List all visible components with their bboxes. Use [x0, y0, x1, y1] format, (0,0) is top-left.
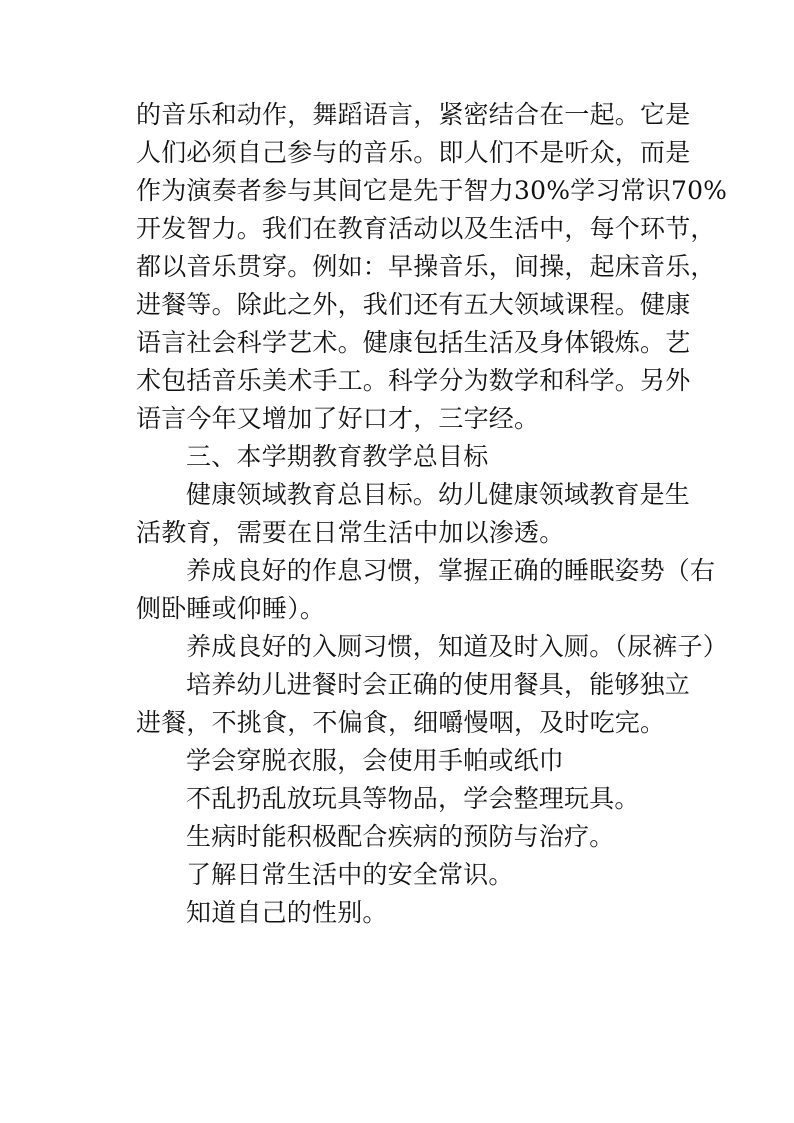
paragraph-first-line: 学会穿脱衣服，会使用手帕或纸巾 [186, 746, 565, 775]
text-line: 进餐等。除此之外，我们还有五大领域课程。健康 [136, 290, 691, 319]
paragraph-first-line: 了解日常生活中的安全常识。 [186, 860, 514, 889]
text-line: 语言社会科学艺术。健康包括生活及身体锻炼。艺 [136, 328, 691, 357]
text-line: 人们必须自己参与的音乐。即人们不是听众，而是 [136, 138, 691, 167]
document-body [136, 96, 728, 932]
paragraph-first-line: 养成良好的作息习惯，掌握正确的睡眠姿势（右 [186, 556, 716, 585]
text-line: 活教育，需要在日常生活中加以渗透。 [136, 518, 565, 547]
paragraph-first-line: 养成良好的入厕习惯，知道及时入厕。（尿裤子） [186, 632, 728, 661]
paragraph-first-line: 知道自己的性别。 [186, 898, 388, 927]
text-line: 侧卧睡或仰睡）。 [136, 594, 326, 623]
text-line: 的音乐和动作，舞蹈语言，紧密结合在一起。它是 [136, 100, 691, 129]
text-line: 语言今年又增加了好口才，三字经。 [136, 404, 540, 433]
text-line: 作为演奏者参与其间它是先于智力30%学习常识70% [136, 176, 728, 205]
paragraph-first-line: 培养幼儿进餐时会正确的使用餐具，能够独立 [186, 670, 691, 699]
text-line: 都以音乐贯穿。例如：早操音乐，间操，起床音乐， [136, 252, 716, 281]
text-line: 开发智力。我们在教育活动以及生活中，每个环节， [136, 214, 716, 243]
paragraph-first-line: 生病时能积极配合疾病的预防与治疗。 [186, 822, 615, 851]
text-line: 术包括音乐美术手工。科学分为数学和科学。另外 [136, 366, 691, 395]
text-line: 进餐，不挑食，不偏食，细嚼慢咽，及时吃完。 [136, 708, 666, 737]
section-heading: 三、本学期教育教学总目标 [186, 442, 489, 471]
paragraph-first-line: 健康领域教育总目标。幼儿健康领域教育是生 [186, 480, 691, 509]
paragraph-first-line: 不乱扔乱放玩具等物品，学会整理玩具。 [186, 784, 640, 813]
